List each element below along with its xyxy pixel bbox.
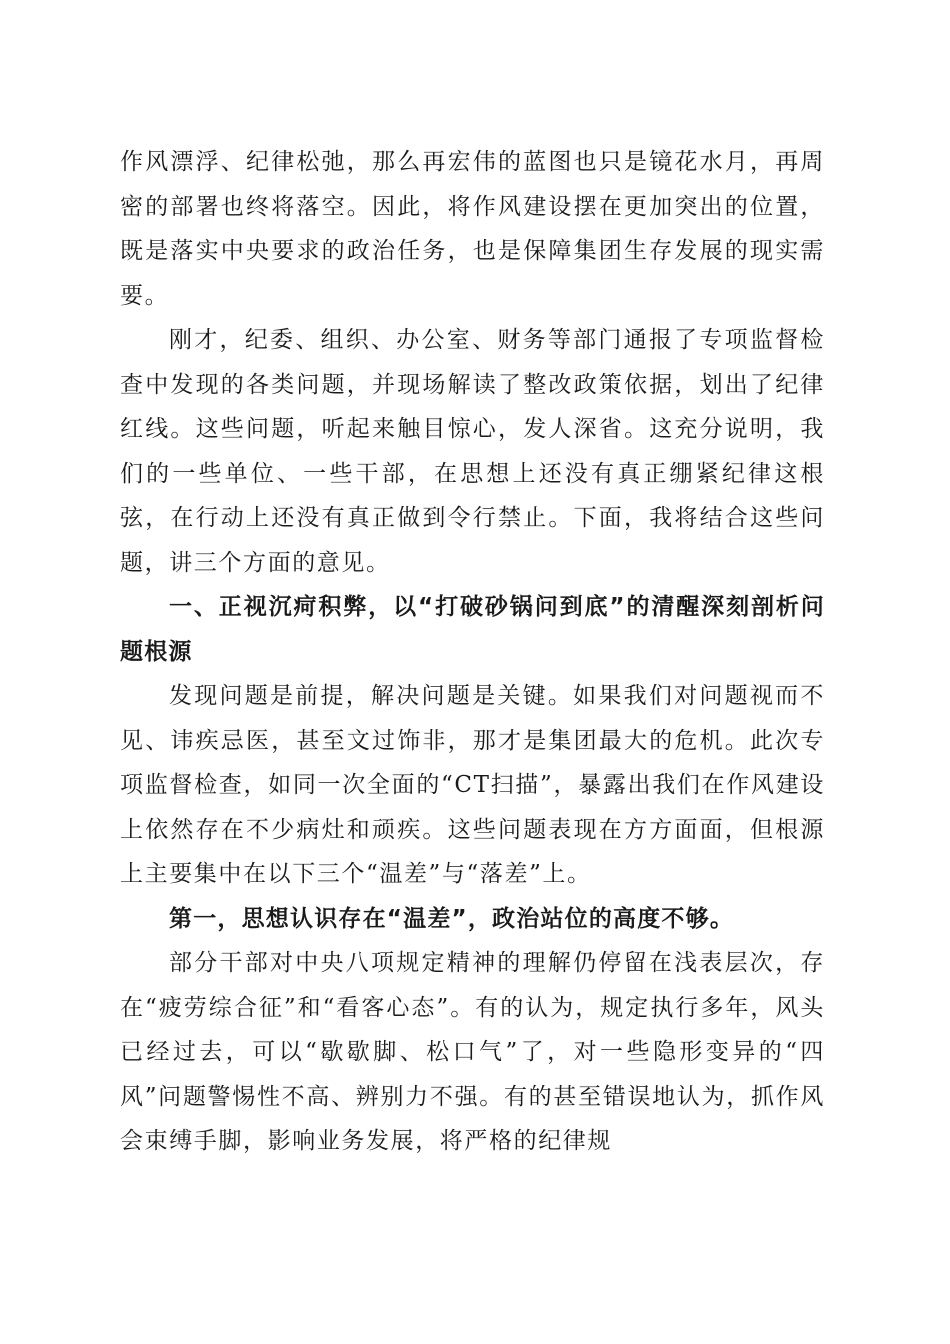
subheading-first-point: 第一，思想认识存在“温差”，政治站位的高度不够。 — [169, 905, 735, 932]
paragraph-problem-report: 刚才，纪委、组织、办公室、财务等部门通报了专项监督检查中发现的各类问题，并现场解读了整改政策依据，划出了纪律红线。这些问题，听起来触目惊心，发人深省。这充分说明，我们的一些单位、一些干部，在思想上还没有真正绷紧纪律这根弦，在行动上还没有真正做到令行禁止。下面，我将结合这些问题，讲三个方面的意见。 — [120, 327, 825, 576]
paragraph-problem-root: 发现问题是前提，解决问题是关键。如果我们对问题视而不见、讳疾忌医，甚至文过饰非，那才是集团最大的危机。此次专项监督检查，如同一次全面的“CT扫描”，暴露出我们在作风建设上依然存在不少病灶和顽疾。这些问题表现在方方面面，但根源上主要集中在以下三个“温差”与“落差”上。 — [120, 683, 825, 887]
document-body — [120, 140, 825, 1164]
paragraph-first-point: 部分干部对中央八项规定精神的理解仍停留在浅表层次，存在“疲劳综合征”和“看客心态”。有的认为，规定执行多年，风头已经过去，可以“歇歇脚、松口气”了，对一些隐形变异的“四风”问题警惕性不高、辨别力不强。有的甚至错误地认为，抓作风会束缚手脚，影响业务发展，将严格的纪律规 — [120, 950, 825, 1154]
section-heading-1: 一、正视沉疴积弊，以“打破砂锅问到底”的清醒深刻剖析问题根源 — [120, 594, 825, 665]
paragraph-continued: 作风漂浮、纪律松弛，那么再宏伟的蓝图也只是镜花水月，再周密的部署也终将落空。因此，将作风建设摆在更加突出的位置，既是落实中央要求的政治任务，也是保障集团生存发展的现实需要。 — [120, 149, 825, 309]
